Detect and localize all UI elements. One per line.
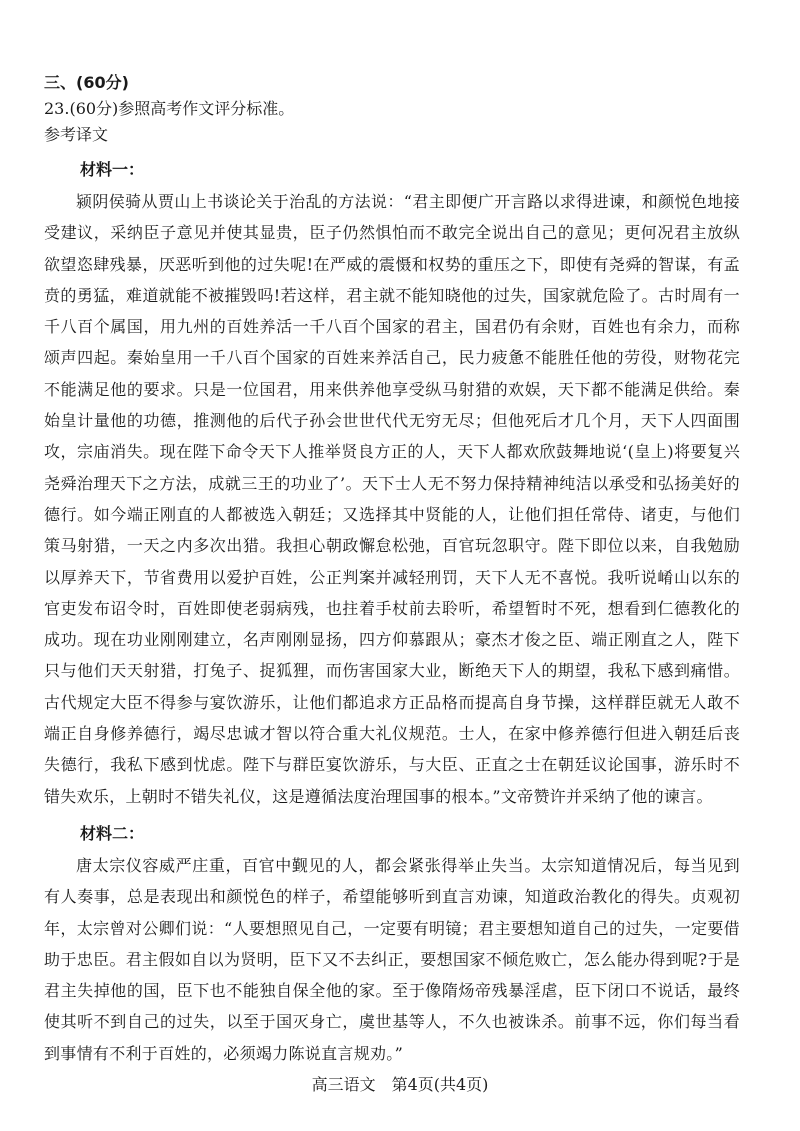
page-footer: 高三语文 第4页(共4页) bbox=[311, 1075, 489, 1094]
material1-title: 材料一： bbox=[80, 160, 145, 179]
material2-paragraph: 唐太宗仪容威严庄重，百官中觐见的人，都会紧张得举止失当。太宗知道情况后，每当见到有人奏事，总是表现出和颜悦色的样子，希望能够听到直言劝谏，知道政治教化的得失。贞观初年，太宗曾对公卿们说：“人要想照见自己，一定要有明镜；君主要想知道自己的过失，一定要借助于忠臣。君主假如自以为贤明，臣下又不去纠正，要想国家不倾危败亡，怎么能办得到呢?于是君主失掉他的国，臣下也不能独自保全他的家。至于像隋炀帝残暴淫虐，臣下闭口不说话，最终使其听不到自己的过失，以至于国灭身亡，虞世基等人，不久也被诛杀。前事不远，你们每当看到事情有不利于百姓的，必须竭力陈说直言规劝。” bbox=[44, 855, 740, 1063]
translation-label: 参考译文 bbox=[44, 125, 109, 144]
material1-paragraph: 颍阴侯骑从贾山上书谈论关于治乱的方法说：“君主即便广开言路以求得进谏，和颜悦色地接受建议，采纳臣子意见并使其显贵，臣子仍然惧怕而不敢完全说出自己的意见；更何况君主放纵欲望恣肆残暴，厌恶听到他的过失呢!在严威的震慑和权势的重压之下，即使有尧舜的智谋，有孟贲的勇猛，难道就能不被摧毁吗!若这样，君主就不能知晓他的过失，国家就危险了。古时周有一千八百个属国，用九州的百姓养活一千八百个国家的君主，国君仍有余财，百姓也有余力，而称颂声四起。秦始皇用一千八百个国家的百姓来养活自己，民力疲惫不能胜任他的劳役，财物花完不能满足他的要求。只是一位国君，用来供养他享受纵马射猎的欢娱，天下都不能满足供给。秦始皇计量他的功德，推测他的后代子孙会世世代代无穷无尽；但他死后才几个月，天下人四面围攻，宗庙消失。现在陛下命令天下人推举贤良方正的人，天下人都欢欣鼓舞地说‘(皇上)将要复兴尧舜治理天下之方法，成就三王的功业了’。天下士人无不努力保持精神纯洁以承受和弘扬美好的德行。如今端正刚直的人都被选入朝廷；又选择其中贤能的人，让他们担任常侍、诸吏，与他们策马射猎，一天之内多次出猎。我担心朝政懈怠松弛，百官玩忽职守。陛下即位以来，自我勉励以厚养天下，节省费用以爱护百姓，公正判案并减轻刑罚，天下人无不喜悦。我听说崤山以东的官吏发布诏令时，百姓即使老弱病残，也拄着手杖前去聆听，希望暂时不死，想看到仁德教化的成功。现在功业刚刚建立，名声刚刚显扬，四方仰慕跟从；豪杰才俊之臣、端正刚直之人，陛下只与他们天天射猎，打兔子、捉狐狸，而伤害国家大业，断绝天下人的期望，我私下感到痛惜。古代规定大臣不得参与宴饮游乐，让他们都追求方正品格而提高自身节操，这样群臣就无人敢不端正自身修养德行，竭尽忠诚才智以符合重大礼仪规范。士人，在家中修养德行但进入朝廷后丧失德行，我私下感到忧虑。陛下与群臣宴饮游乐，与大臣、正直之士在朝廷议论国事，游乐时不错失欢乐，上朝时不错失礼仪，这是遵循法度治理国事的根本。”文帝赞许并采纳了他的谏言。 bbox=[44, 192, 740, 806]
question-line: 23.(60分)参照高考作文评分标准。 bbox=[44, 99, 295, 118]
material2-title: 材料二： bbox=[80, 823, 145, 843]
section-heading: 三、(60分) bbox=[44, 73, 129, 92]
